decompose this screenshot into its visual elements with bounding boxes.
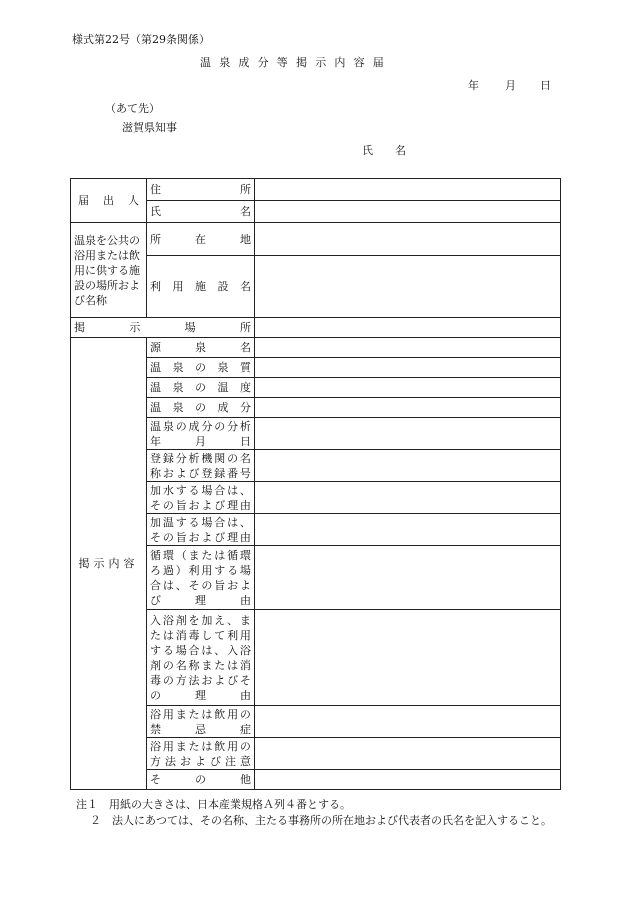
- label-char: そ: [188, 578, 200, 592]
- label-char: 利: [227, 628, 239, 642]
- label-char: 注: [225, 754, 236, 768]
- label-char: た: [150, 628, 161, 642]
- label-char: 所: [239, 321, 251, 334]
- label-char: 旨: [214, 578, 226, 592]
- label-char: 循: [150, 548, 161, 562]
- label-char: よ: [214, 673, 226, 687]
- label-char: の: [162, 658, 174, 672]
- label-char: た: [188, 739, 200, 753]
- label-char: 成: [217, 401, 229, 414]
- label-char: 消: [175, 628, 187, 642]
- content-item-field[interactable]: [255, 706, 561, 738]
- content-item-label-cell: [147, 450, 255, 482]
- label-char: よ: [175, 466, 187, 480]
- label-line: [150, 722, 251, 737]
- label-char: る: [188, 483, 200, 497]
- label-char: 度: [240, 381, 251, 394]
- label-char: 用: [172, 280, 184, 293]
- label-line: [150, 563, 251, 578]
- facility-label-cell: [71, 223, 147, 318]
- label-char: 場: [184, 321, 196, 334]
- label-char: 分: [227, 419, 239, 433]
- label-char: 温: [150, 361, 161, 374]
- label-char: す: [175, 515, 187, 529]
- label-char: 所: [240, 183, 251, 196]
- content-item-field[interactable]: [255, 338, 561, 358]
- label-char: 日: [240, 434, 251, 448]
- label-char: 合: [150, 578, 161, 592]
- label-char: 所: [150, 232, 161, 246]
- label-char: 温: [150, 401, 161, 414]
- applicant-name-row-label: [150, 204, 251, 219]
- label-line: [150, 451, 251, 466]
- label-char: 加: [150, 515, 161, 529]
- label-char: し: [201, 628, 213, 642]
- label-line: [150, 754, 251, 769]
- label-char: 名: [240, 205, 251, 218]
- label-char: 由: [240, 688, 251, 702]
- label-char: 旨: [175, 498, 187, 512]
- label-line: [150, 419, 251, 434]
- label-line: [150, 593, 251, 608]
- label-char: 用: [201, 563, 213, 577]
- label-char: は: [227, 658, 239, 672]
- content-item-label: [150, 380, 251, 395]
- label-char: の: [195, 773, 206, 786]
- label-char: の: [195, 361, 206, 374]
- label-char: ま: [175, 707, 187, 721]
- label-char: 合: [188, 643, 200, 657]
- content-item-label: [150, 419, 251, 449]
- label-char: 理: [227, 530, 239, 544]
- label-char: の: [227, 451, 239, 465]
- label-char: 月: [195, 434, 206, 448]
- label-line: [150, 434, 251, 449]
- content-item-label: [150, 707, 251, 737]
- label-char: よ: [201, 498, 213, 512]
- label-char: 番: [227, 466, 239, 480]
- content-item-label-cell: [147, 514, 255, 546]
- label-char: 理: [195, 688, 206, 702]
- label-char: び: [210, 754, 221, 768]
- label-line: [150, 515, 251, 530]
- content-item-label-cell: [147, 738, 255, 770]
- label-char: た: [201, 548, 213, 562]
- label-char: の: [162, 530, 174, 544]
- content-item-label-cell: [147, 546, 255, 610]
- label-char: 温: [150, 381, 161, 394]
- label-char: 、: [239, 483, 251, 497]
- label-char: 年: [150, 434, 161, 448]
- label-char: ま: [188, 548, 200, 562]
- label-char: 施: [195, 280, 206, 293]
- label-char: 症: [240, 722, 251, 736]
- label-char: 用: [227, 739, 239, 753]
- content-item-label: [150, 515, 251, 545]
- facility-location-label: [150, 232, 251, 247]
- label-char: 禁: [150, 722, 161, 736]
- date-line: [0, 80, 630, 94]
- label-char: 場: [201, 483, 213, 497]
- label-char: 入: [227, 643, 239, 657]
- label-char: 浴: [239, 643, 251, 657]
- label-char: の: [150, 688, 161, 702]
- label-char: ）: [175, 563, 187, 577]
- content-item-label-cell: [147, 610, 255, 706]
- content-item-label: [150, 739, 251, 769]
- label-char: 泉: [195, 341, 206, 354]
- document-title: 温泉成分等掲示内容届: [200, 56, 392, 69]
- label-char: す: [214, 563, 226, 577]
- label-char: ま: [201, 658, 213, 672]
- label-char: た: [188, 707, 200, 721]
- content-item-field[interactable]: [255, 514, 561, 546]
- label-char: 泉: [217, 361, 229, 374]
- label-line: [150, 530, 251, 545]
- content-item-label-cell: [147, 770, 255, 790]
- label-line: [150, 707, 251, 722]
- label-char: 称: [150, 466, 161, 480]
- label-char: 毒: [150, 673, 161, 687]
- label-char: 用: [239, 628, 251, 642]
- label-char: の: [239, 707, 251, 721]
- label-char: は: [201, 643, 213, 657]
- label-char: 過: [162, 563, 174, 577]
- facility-name-label: [150, 279, 251, 294]
- label-char: お: [162, 466, 174, 480]
- content-item-label: [150, 772, 251, 787]
- label-char: 場: [201, 515, 213, 529]
- label-char: よ: [201, 530, 213, 544]
- label-char: 機: [201, 451, 213, 465]
- label-char: 登: [150, 451, 161, 465]
- label-char: 消: [239, 658, 251, 672]
- label-char: え: [214, 613, 226, 627]
- label-line: [150, 739, 251, 754]
- content-item-field[interactable]: [255, 738, 561, 770]
- label-char: よ: [239, 578, 251, 592]
- label-line: [150, 548, 251, 563]
- label-char: 利: [188, 563, 200, 577]
- label-char: そ: [239, 673, 251, 687]
- label-char: 意: [240, 754, 251, 768]
- label-char: 水: [162, 483, 174, 497]
- label-char: 名: [240, 341, 251, 354]
- label-char: 掲: [74, 321, 85, 334]
- label-char: 利: [150, 280, 161, 293]
- label-char: 温: [162, 515, 174, 529]
- label-char: 理: [195, 593, 206, 607]
- label-char: 加: [201, 613, 213, 627]
- label-char: 用: [227, 707, 239, 721]
- label-char: の: [214, 419, 226, 433]
- content-item-label-cell: [147, 338, 255, 358]
- label-char: す: [150, 643, 161, 657]
- label-char: の: [162, 498, 174, 512]
- notes: [76, 797, 566, 829]
- label-char: 剤: [150, 658, 161, 672]
- content-item-label: [150, 483, 251, 513]
- label-line: [150, 498, 251, 513]
- label-char: 質: [240, 361, 251, 374]
- content-item-field[interactable]: [255, 610, 561, 706]
- label-char: て: [214, 628, 226, 642]
- label-char: 旨: [175, 530, 187, 544]
- facility-location-field[interactable]: [255, 223, 561, 256]
- label-char: の: [201, 578, 213, 592]
- content-item-label-cell: [147, 418, 255, 450]
- content-item-label: [150, 360, 251, 375]
- label-char: 法: [188, 673, 200, 687]
- applicant-name-label-cell: [147, 201, 255, 223]
- label-char: 示: [129, 321, 141, 334]
- label-char: お: [180, 754, 191, 768]
- label-char: 由: [239, 530, 251, 544]
- label-char: の: [195, 401, 206, 414]
- label-char: び: [227, 673, 239, 687]
- applicant-name-label: 氏名: [362, 144, 428, 157]
- label-char: 分: [240, 401, 251, 414]
- content-item-field[interactable]: [255, 770, 561, 790]
- label-char: 方: [150, 754, 161, 768]
- content-item-label-cell: [147, 482, 255, 514]
- label-char: お: [188, 498, 200, 512]
- label-char: 届: [78, 194, 89, 207]
- content-item-label: [150, 451, 251, 481]
- label-char: 析: [239, 419, 251, 433]
- label-char: 循: [227, 548, 239, 562]
- label-char: お: [201, 673, 213, 687]
- date-month: 月: [505, 79, 516, 92]
- label-char: 析: [188, 451, 200, 465]
- label-char: 名: [175, 658, 187, 672]
- label-char: 環: [162, 548, 174, 562]
- label-char: の: [162, 673, 174, 687]
- label-char: 由: [240, 593, 251, 607]
- date-year: 年: [468, 79, 479, 92]
- content-item-label: [150, 400, 251, 415]
- label-char: 場: [239, 563, 251, 577]
- label-char: 、: [227, 613, 239, 627]
- content-item-field[interactable]: [255, 358, 561, 378]
- label-char: 浴: [162, 613, 174, 627]
- label-char: の: [175, 419, 187, 433]
- label-char: 、: [214, 643, 226, 657]
- label-char: お: [188, 530, 200, 544]
- display-place-label-cell: [71, 318, 255, 338]
- addressee-label: （あて先）: [105, 102, 160, 115]
- label-char: 浴: [150, 739, 161, 753]
- label-line: [150, 578, 251, 593]
- label-line: [150, 673, 251, 688]
- label-char: 関: [214, 451, 226, 465]
- label-char: び: [188, 466, 200, 480]
- label-char: は: [201, 707, 213, 721]
- label-char: 温: [217, 381, 229, 394]
- label-char: 法: [165, 754, 176, 768]
- label-char: 号: [239, 466, 251, 480]
- label-char: 飲: [214, 739, 226, 753]
- label-char: 登: [201, 466, 213, 480]
- label-char: 合: [214, 515, 226, 529]
- label-char: 源: [150, 341, 161, 354]
- label-char: は: [162, 628, 174, 642]
- label-char: の: [239, 739, 251, 753]
- label-char: 飲: [214, 707, 226, 721]
- label-char: 方: [175, 673, 187, 687]
- content-item-field[interactable]: [255, 378, 561, 398]
- label-char: を: [188, 613, 200, 627]
- label-char: 浴: [150, 707, 161, 721]
- label-char: は: [162, 578, 174, 592]
- label-char: そ: [150, 530, 161, 544]
- facility-name-label-cell: [147, 256, 255, 318]
- content-item-field[interactable]: [255, 418, 561, 450]
- label-char: （: [175, 548, 187, 562]
- label-char: ろ: [150, 563, 161, 577]
- content-item-label-cell: [147, 378, 255, 398]
- note-1: 注１ 用紙の大きさは、日本産業規格Ａ列４番とする。: [76, 798, 351, 811]
- label-line: [150, 466, 251, 481]
- label-char: そ: [150, 498, 161, 512]
- content-item-label: [150, 340, 251, 355]
- content-item-label-cell: [147, 398, 255, 418]
- label-line: [150, 628, 251, 643]
- display-place-field[interactable]: [255, 318, 561, 338]
- applicant-name-field[interactable]: [255, 201, 561, 223]
- applicant-label-cell: [71, 179, 147, 223]
- label-char: び: [150, 593, 161, 607]
- label-char: 、: [175, 578, 187, 592]
- label-char: ま: [239, 613, 251, 627]
- label-char: お: [227, 578, 239, 592]
- label-line: [150, 688, 251, 703]
- label-char: 用: [162, 707, 174, 721]
- facility-label: 温泉を公共の浴用または飲用に供する施設の場所および名称: [74, 233, 140, 307]
- label-char: る: [162, 643, 174, 657]
- label-char: 氏: [150, 205, 161, 218]
- label-char: 毒: [188, 628, 200, 642]
- label-char: 名: [239, 451, 251, 465]
- label-char: 録: [162, 451, 174, 465]
- label-char: 名: [240, 280, 251, 293]
- display-contents-label-cell: [71, 338, 147, 790]
- content-item-field[interactable]: [255, 546, 561, 610]
- label-char: 住: [150, 183, 161, 196]
- content-item-field[interactable]: [255, 482, 561, 514]
- label-char: ま: [175, 739, 187, 753]
- facility-name-field[interactable]: [255, 256, 561, 318]
- label-char: 他: [240, 773, 251, 786]
- label-char: そ: [150, 773, 161, 786]
- content-item-field[interactable]: [255, 450, 561, 482]
- label-char: た: [214, 658, 226, 672]
- label-char: び: [214, 530, 226, 544]
- label-char: は: [214, 548, 226, 562]
- applicant-label: [74, 193, 143, 208]
- addressee: 滋賀県知事: [122, 121, 177, 134]
- label-char: 称: [188, 658, 200, 672]
- applicant-address-label-cell: [147, 179, 255, 201]
- content-item-label-cell: [147, 358, 255, 378]
- display-contents-label: 掲示内容: [78, 557, 139, 570]
- facility-location-label-cell: [147, 223, 255, 256]
- label-char: び: [214, 498, 226, 512]
- label-char: 理: [227, 498, 239, 512]
- date-day: 日: [540, 79, 551, 92]
- label-char: る: [227, 563, 239, 577]
- label-char: 在: [195, 232, 206, 246]
- label-char: 泉: [172, 381, 184, 394]
- content-item-label: [150, 548, 251, 608]
- label-char: 剤: [175, 613, 187, 627]
- label-char: 忌: [195, 722, 206, 736]
- label-char: 分: [175, 451, 187, 465]
- label-char: 録: [214, 466, 226, 480]
- content-item-label: [150, 613, 251, 703]
- content-item-field[interactable]: [255, 398, 561, 418]
- label-char: 分: [201, 419, 213, 433]
- label-char: 場: [175, 643, 187, 657]
- label-line: [150, 613, 251, 628]
- applicant-address-label: [150, 182, 251, 197]
- applicant-address-field[interactable]: [255, 179, 561, 201]
- label-char: 地: [240, 232, 251, 246]
- content-item-label-cell: [147, 706, 255, 738]
- label-char: 加: [150, 483, 161, 497]
- label-char: 由: [239, 498, 251, 512]
- label-char: 泉: [172, 361, 184, 374]
- label-char: 設: [217, 280, 229, 293]
- label-char: の: [195, 381, 206, 394]
- label-char: 泉: [172, 401, 184, 414]
- label-char: は: [227, 483, 239, 497]
- label-char: 人: [128, 194, 139, 207]
- note-2: ２ 法人にあつては、その名称、主たる事務所の所在地および代表者の氏名を記入すること。: [90, 814, 552, 827]
- label-char: 環: [239, 548, 251, 562]
- label-char: は: [201, 739, 213, 753]
- label-char: 泉: [162, 419, 174, 433]
- label-char: は: [227, 515, 239, 529]
- label-char: る: [188, 515, 200, 529]
- label-line: [150, 643, 251, 658]
- label-char: 出: [103, 194, 114, 207]
- label-char: 温: [150, 419, 161, 433]
- form-number: 様式第22号（第29条関係）: [72, 33, 210, 46]
- display-place-label: [74, 320, 251, 335]
- label-char: 合: [214, 483, 226, 497]
- label-line: [150, 483, 251, 498]
- label-line: [150, 658, 251, 673]
- label-char: 、: [239, 515, 251, 529]
- label-char: す: [175, 483, 187, 497]
- label-char: 成: [188, 419, 200, 433]
- label-char: よ: [195, 754, 206, 768]
- notification-form-table: [70, 178, 561, 790]
- label-char: 用: [162, 739, 174, 753]
- label-char: 入: [150, 613, 161, 627]
